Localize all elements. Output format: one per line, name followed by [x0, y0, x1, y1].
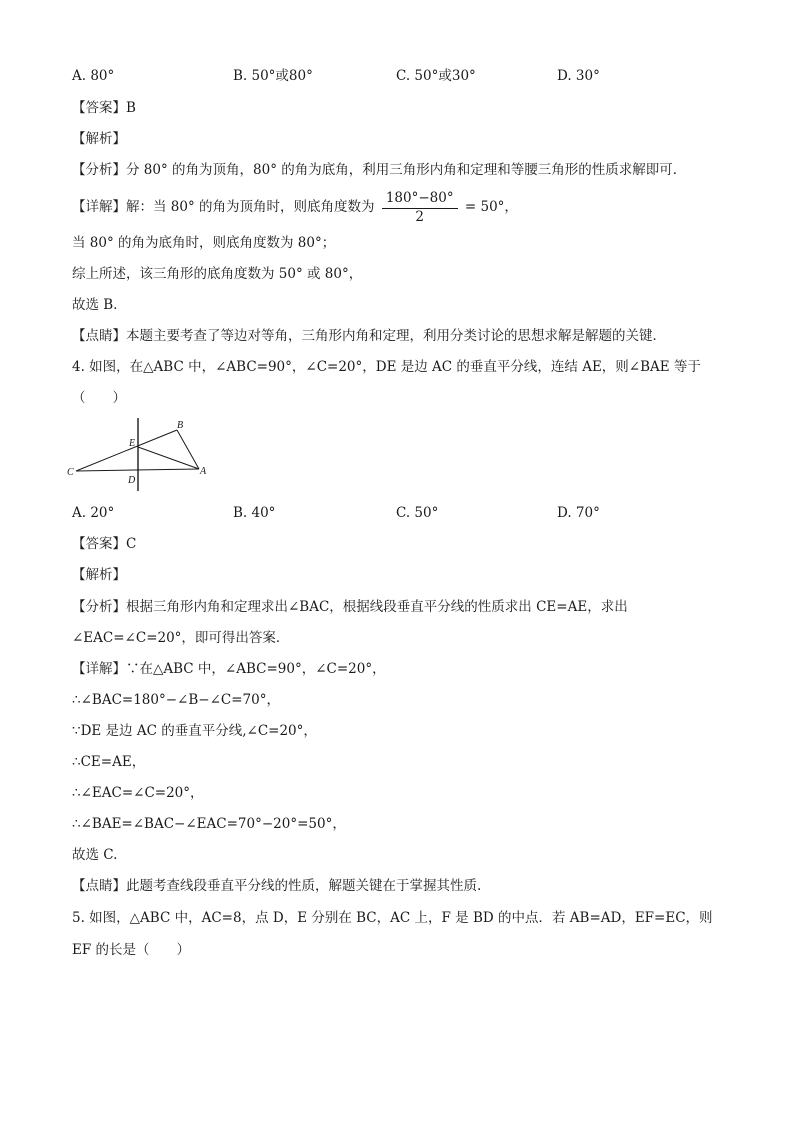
detail-suffix: = 50°， — [464, 199, 518, 215]
analysis-heading: 【解析】 — [72, 567, 126, 583]
answer-label: 【答案】C — [72, 536, 137, 552]
comment-text: 【点睛】本题主要考查了等边对等角，三角形内角和定理，利用分类讨论的思想求解是解题的关键． — [72, 328, 666, 344]
detail-line: 当 80° 的角为底角时，则底角度数为 80°； — [72, 235, 336, 251]
option-a: A. 80° — [72, 68, 115, 84]
option-d: D. 70° — [557, 505, 600, 521]
option-d: D. 30° — [557, 68, 600, 84]
detail-line: ∴CE=AE， — [72, 754, 146, 770]
question-stem: EF 的长是（ ） — [72, 942, 191, 958]
detail-line: ∴∠BAC=180°−∠B−∠C=70°， — [72, 692, 280, 708]
detail-line: 故选 C. — [72, 847, 118, 863]
label-e: E — [129, 438, 136, 449]
fraction — [382, 190, 458, 226]
comment-text: 【点睛】此题考查线段垂直平分线的性质，解题关键在于掌握其性质. — [72, 878, 482, 894]
fraction-numerator: 180°−80° — [382, 190, 458, 209]
option-c: C. 50°或30° — [396, 68, 476, 84]
question-stem: 4. 如图，在△ABC 中，∠ABC=90°，∠C=20°，DE 是边 AC 的垂直平分线，连结 AE，则∠BAE 等于 — [72, 359, 701, 375]
option-a: A. 20° — [72, 505, 115, 521]
detail-line: 【详解】∵在△ABC 中，∠ABC=90°，∠C=20°， — [72, 661, 386, 677]
detail-line: ∵DE 是边 AC 的垂直平分线,∠C=20°， — [72, 723, 317, 739]
detail-line: ∴∠EAC=∠C=20°， — [72, 785, 204, 801]
fraction-denominator: 2 — [415, 208, 424, 225]
analysis-text: 【分析】根据三角形内角和定理求出∠BAC，根据线段垂直平分线的性质求出 CE=AE，求出 — [72, 599, 628, 615]
label-d: D — [128, 475, 136, 486]
detail-line: ∴∠BAE=∠BAC−∠EAC=70°−20°=50°， — [72, 816, 346, 832]
analysis-text: ∠EAC=∠C=20°，即可得出答案． — [72, 630, 290, 646]
detail-line: 综上所述，该三角形的底角度数为 50° 或 80°， — [72, 266, 363, 282]
option-b: B. 50°或80° — [233, 68, 313, 84]
detail-line — [72, 188, 518, 226]
segment-ba — [177, 430, 199, 469]
segment-ea — [138, 447, 199, 469]
answer-label: 【答案】B — [72, 100, 136, 116]
question-stem-parens: （ ） — [72, 390, 126, 406]
analysis-text: 【分析】分 80° 的角为顶角，80° 的角为底角，利用三角形内角和定理和等腰三角形的性质求解即可． — [72, 162, 687, 178]
question-stem: 5. 如图，△ABC 中，AC=8，点 D，E 分别在 BC，AC 上，F 是 BD 的中点．若 AB=AD，EF=EC，则 — [72, 910, 713, 926]
detail-prefix: 【详解】解：当 80° 的角为顶角时，则底角度数为 — [72, 199, 375, 215]
detail-line: 故选 B． — [72, 297, 127, 313]
label-c: C — [67, 467, 74, 478]
label-a: A — [200, 466, 207, 477]
label-b: B — [177, 420, 184, 431]
triangle-figure — [66, 412, 216, 494]
analysis-heading: 【解析】 — [72, 131, 126, 147]
option-c: C. 50° — [396, 505, 439, 521]
segment-cb — [76, 430, 177, 471]
option-b: B. 40° — [233, 505, 276, 521]
